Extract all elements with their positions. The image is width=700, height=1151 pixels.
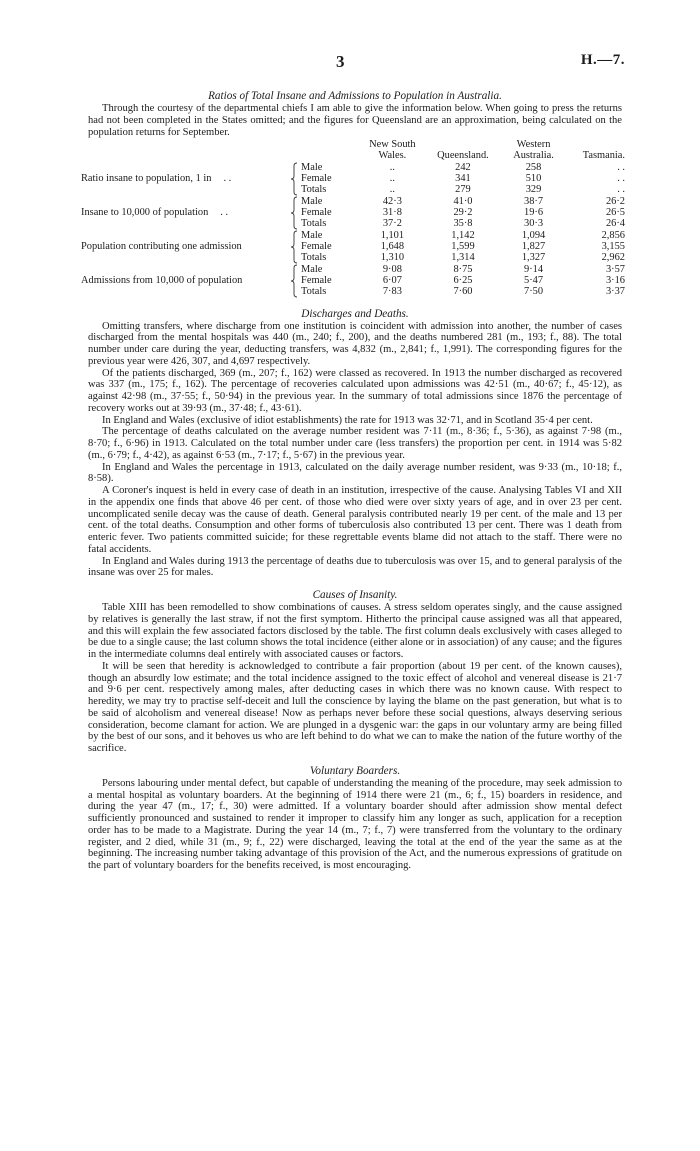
table-cell: 1,310 [380, 252, 405, 264]
document-reference: H.—7. [580, 52, 625, 68]
table-cell: 1,327 [521, 252, 546, 264]
table-cell: 2,962 [601, 252, 625, 264]
table-cell: 1,314 [451, 252, 475, 264]
discharges-paragraph: In England and Wales the percentage in 1913, calculated on the daily average number resident, was 9·33 (m., 10·18; f., 8·58). [88, 461, 622, 485]
row-group-label [81, 162, 289, 196]
column-header [498, 139, 569, 161]
table-cell: 3,155 [601, 241, 625, 253]
leader-dots: . . [223, 173, 232, 185]
row-group-label-text: Admissions from 10,000 of population [81, 275, 243, 287]
table-cell: 26·2 [605, 195, 625, 207]
table-cell: .. [389, 173, 395, 185]
row-group-label [81, 264, 289, 298]
page-number: 3 [336, 52, 345, 71]
sex-label: Totals [301, 286, 327, 298]
col-header-western-australia: Western Australia. [513, 139, 554, 162]
sex-label: Female [301, 275, 332, 287]
table-cell: 258 [525, 161, 542, 173]
ratios-table [81, 139, 627, 297]
col-header-nsw: New South Wales. [369, 139, 416, 162]
table-cell: 2,856 [601, 229, 625, 241]
sex-label: Male [301, 195, 323, 207]
brace-icon [289, 162, 299, 196]
table-cell: 19·6 [524, 207, 544, 219]
table-cell: 26·4 [605, 218, 625, 230]
sex-label: Female [301, 241, 332, 253]
causes-paragraph: Table XIII has been remodelled to show combinations of causes. A stress seldom operates singly, and the cause assigned by relatives is generally the last straw, if not the first symptom. Hitherto the principal cause assigned was all that appeared, and this will explain the few associated factors disclosed by the table. The first column deals exclusively with cases alleged to be due to a single cause; the last column shows the total incidence (either alone or in association) of any cause; and the figures in the intermediate columns deal entirely with associated causes or factors. [88, 602, 622, 661]
col-header-tasmania: Tasmania. [582, 150, 625, 162]
sex-label: Totals [301, 252, 327, 264]
sex-label: Female [301, 207, 332, 219]
table-cell: 1,599 [451, 241, 475, 253]
table-cell: 341 [455, 173, 471, 185]
table-cell: 8·75 [453, 263, 473, 275]
table-cell: 1,101 [380, 229, 405, 241]
sex-label: Female [301, 173, 332, 185]
brace [289, 196, 301, 230]
table-cell: . . [617, 173, 625, 185]
table-cell: 279 [455, 184, 471, 196]
brace-icon [289, 196, 299, 230]
table-row [81, 264, 627, 275]
table-cell: 9·08 [382, 263, 402, 275]
discharges-paragraph: Omitting transfers, where discharge from one institution is coincident with admission into another, the number of cases discharged from the mental hospitals was 440 (m., 240; f., 200), and the deaths numbered 281 (m., 193; f., 88). The total number under care during the year, deducting transfers, was 4,832 (m., 2,841; f., 1,991). The corresponding figures for the previous year were 426, 307, and 4,697 respectively. [88, 320, 622, 367]
col-header-queensland: Queensland. [437, 150, 489, 162]
boarders-section-title: Voluntary Boarders. [309, 764, 401, 777]
discharges-paragraph: In England and Wales during 1913 the percentage of deaths due to tuberculosis was over 15, and to general paralysis of the insane was over 25 for males. [88, 555, 622, 579]
table-cell: 7·50 [524, 286, 544, 298]
table-cell: 6·07 [382, 275, 402, 287]
column-header [428, 139, 499, 161]
table-cell: 510 [525, 173, 542, 185]
table-cell: 41·0 [453, 195, 473, 207]
table-cell: 5·47 [524, 275, 544, 287]
row-group-label-text: Population contributing one admission [81, 241, 242, 253]
document-page [81, 52, 625, 872]
table-row [81, 162, 627, 173]
causes-section-title: Causes of Insanity. [312, 589, 398, 602]
ratios-section-title: Ratios of Total Insane and Admissions to Population in Australia. [208, 90, 502, 102]
table-header-row [81, 139, 627, 161]
row-group-label [81, 196, 289, 230]
table-cell: 1,094 [521, 229, 546, 241]
brace [289, 162, 301, 196]
table-row [81, 230, 627, 241]
table-cell: 1,827 [521, 241, 546, 253]
table-cell: 7·60 [453, 286, 473, 298]
discharges-paragraph: Of the patients discharged, 369 (m., 207; f., 162) were classed as recovered. In 1913 the number discharged as recovered was 337 (m., 175; f., 162). The percentage of recoveries calculated upon admissions was 42·51 (m., 40·67; f., 45·12), as against 42·98 (m., 37·55; f., 50·94) in the previous year. In the summary of total admissions since 1876 the percentage of recovery works out at 39·93 (m., 37·48; f., 43·61). [88, 367, 622, 414]
page-header [88, 52, 625, 82]
brace-icon [289, 230, 299, 264]
table-cell: .. [389, 161, 395, 173]
table-cell: 242 [455, 161, 471, 173]
table-cell: 7·83 [382, 286, 402, 298]
row-group-label-text: Ratio insane to population, 1 in [81, 173, 212, 185]
table-row [81, 196, 627, 207]
table-cell: . . [617, 161, 625, 173]
sex-label: Male [301, 263, 323, 275]
table-cell: . . [617, 184, 625, 196]
table-cell: 42·3 [382, 195, 402, 207]
table-cell: 329 [525, 184, 542, 196]
table-cell: 3·57 [605, 263, 625, 275]
discharges-section-body [88, 321, 622, 580]
table-cell: 1,648 [380, 241, 405, 253]
table-cell: 6·25 [453, 275, 473, 287]
sex-label: Totals [301, 184, 327, 196]
discharges-paragraph: A Coroner's inquest is held in every case of death in an institution, irrespective of the cause. Analysing Tables VI and XII in the appendix one finds that above 46 per cent. of those who died were over sixty years of age, and in over 23 per cent. uncomplicated senile decay was the cause of death. General paralysis contributed nearly 19 per cent. of the male and 13 per cent. of the total deaths. Consumption and other forms of tuberculosis also contributed 13 per cent. There was 1 death from enteric fever. Two patients committed suicide; for these regrettable events blame did not attach to the staff. There were no fatal accidents. [88, 485, 622, 555]
table-cell: .. [389, 184, 395, 196]
table-cell: 29·2 [453, 207, 473, 219]
column-header [569, 139, 627, 161]
table-cell: 3·37 [605, 286, 625, 298]
table-cell: 31·8 [382, 207, 402, 219]
column-header [357, 139, 428, 161]
causes-paragraph: It will be seen that heredity is acknowledged to contribute a fair proportion (about 19 per cent. of the known causes), though an absurdly low estimate; and the total incidence assigned to the toxic effect of alcohol and venereal disease is 21·7 and 9·6 per cent. respectively among males, after deducting cases in which there was no known cause. With respect to heredity, we may try to practise self-deceit and lull the conscience by laying the blame on the past generation, but what is to be said of alcoholism and venereal disease! Now as perhaps never before these social questions, always deserving serious consideration, become clamant for action. We are plunged in a dysgenic war: the gaps in our voluntary army are being filled by the best of our sons, and it behoves us who are left behind to do what we can to make the nation of the future worthy of the sacrifice. [88, 660, 622, 755]
discharges-paragraph: In England and Wales (exclusive of idiot establishments) the rate for 1913 was 32·71, and in Scotland 35·4 per cent. [102, 414, 593, 426]
causes-section-body [88, 602, 622, 755]
table-cell: 26·5 [605, 207, 625, 219]
boarders-section-body [88, 778, 622, 872]
row-group-label [81, 230, 289, 264]
discharges-section-title: Discharges and Deaths. [301, 307, 409, 320]
sex-label: Totals [301, 218, 327, 230]
table-cell: 1,142 [451, 229, 475, 241]
brace [289, 230, 301, 264]
table-cell: 9·14 [524, 263, 544, 275]
brace-icon [289, 264, 299, 298]
discharges-paragraph: The percentage of deaths calculated on the average number resident was 7·11 (m., 8·36; f., 5·36), as against 7·98 (m., 8·70; f., 6·96) in 1913. Calculated on the total number under care (less transfers) the proportion per cent. in 1914 was 5·82 (m., 6·79; f., 4·42), as against 6·53 (m., 7·17; f., 5·67) in the previous year. [88, 426, 622, 461]
table-cell: 30·3 [524, 218, 544, 230]
table-cell: 35·8 [453, 218, 473, 230]
boarders-paragraph: Persons labouring under mental defect, but capable of understanding the meaning of the procedure, may seek admission to a mental hospital as voluntary boarders. At the beginning of 1914 there were 21 (m., 6; f., 15) boarders in residence, and during the year 47 (m., 17; f., 30) were admitted. If a voluntary boarder should after admission show mental defect sufficiently pronounced and sustained to render it improper to classify him any longer as such, application for a reception order has to be made to a Magistrate. During the year 14 (m., 7; f., 7) were transferred from the voluntary to the ordinary register, and 2 died, while 31 (m., 9; f., 22) were discharged, leaving the total at the end of the year the same as at the beginning. The increasing number taking advantage of this provision of the Act, and the numerous expressions of gratitude on the part of voluntary boarders for the benefits received, is most encouraging. [88, 777, 622, 872]
sex-label: Male [301, 161, 323, 173]
table-cell: 3·16 [605, 275, 625, 287]
table-cell: 37·2 [382, 218, 402, 230]
row-group-label-text: Insane to 10,000 of population [81, 207, 209, 219]
brace [289, 264, 301, 298]
sex-label: Male [301, 229, 323, 241]
leader-dots: . . [220, 207, 229, 219]
table-cell: 38·7 [524, 195, 544, 207]
ratios-intro-paragraph: Through the courtesy of the departmental chiefs I am able to give the information below. When going to press the returns had not been completed in the States omitted; and the figures for Queensland are an approximation, being calculated on the population returns for September. [88, 103, 622, 138]
